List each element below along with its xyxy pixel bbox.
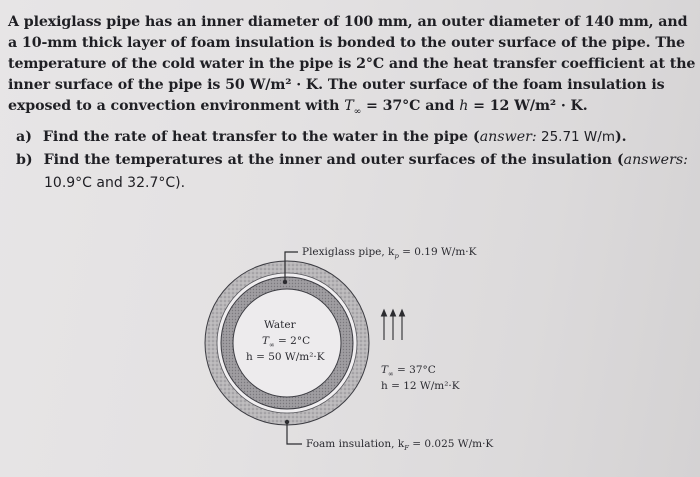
- problem-line-4-a: inner surface of the pipe is 50 W/m² · K: [8, 77, 319, 93]
- question-b-text: Find the temperatures at the inner and outer surfaces of the insulation (: [43, 152, 624, 168]
- foam-leader-dot: [285, 420, 289, 424]
- outer-t-symbol: T: [381, 364, 389, 376]
- convection-arrows-icon: [382, 310, 405, 340]
- outer-h-coefficient: h = 12 W/m²·K: [381, 380, 460, 392]
- t-infinity-symbol: T: [344, 98, 354, 114]
- t-infinity-sub: ∞: [353, 105, 362, 117]
- foam-insulation-label: [306, 437, 493, 455]
- question-b-answer-label: answers:: [623, 152, 688, 168]
- outer-t-value: = 37°C: [393, 364, 436, 376]
- question-a-text: Find the rate of heat transfer to the water in the pipe (: [42, 129, 480, 145]
- water-t-value: = 2°C: [274, 335, 311, 347]
- pipe-leader-dot: [283, 280, 287, 284]
- water-title: Water: [264, 319, 296, 331]
- question-a-marker: a): [16, 129, 32, 145]
- water-t-sub: ∞: [269, 341, 275, 350]
- outer-t-sub: ∞: [388, 370, 394, 379]
- problem-line-2: a 10-mm thick layer of foam insulation is bonded to the outer surface of the pipe. The: [8, 35, 685, 51]
- question-a-answer-label: answer:: [479, 129, 537, 145]
- problem-line-3: temperature of the cold water in the pipe is 2°C and the heat transfer coefficient at the: [8, 56, 696, 72]
- question-b-marker: b): [16, 152, 33, 168]
- h-symbol: h: [459, 98, 469, 114]
- question-b-line-2: 10.9°C and 32.7°C).: [44, 175, 186, 191]
- pipe-label-sub: p: [394, 252, 399, 261]
- question-a-close: ).: [614, 129, 627, 145]
- question-a-answer-value: 25.71 W/m: [536, 129, 615, 145]
- problem-line-1: A plexiglass pipe has an inner diameter of 100 mm, an outer diameter of 140 mm, and: [8, 14, 688, 30]
- foam-label-text: Foam insulation, k: [306, 438, 405, 450]
- plexiglass-pipe-label: [302, 245, 476, 263]
- problem-line-4-b: . The outer surface of the foam insulation is: [318, 77, 665, 93]
- problem-line-5-a: exposed to a convection environment with: [8, 98, 345, 114]
- pipe-label-text: Plexiglass pipe, k: [302, 246, 395, 258]
- water-h-coefficient: h = 50 W/m²·K: [246, 351, 325, 363]
- foam-label-sub: F: [404, 444, 409, 453]
- foam-label-value: = 0.025 W/m·K: [408, 438, 494, 450]
- pipe-label-value: = 0.19 W/m·K: [398, 246, 477, 258]
- problem-line-5-c: = 12 W/m² · K.: [468, 98, 588, 114]
- water-t-symbol: T: [262, 335, 270, 347]
- problem-line-5-b: = 37°C and: [361, 98, 460, 114]
